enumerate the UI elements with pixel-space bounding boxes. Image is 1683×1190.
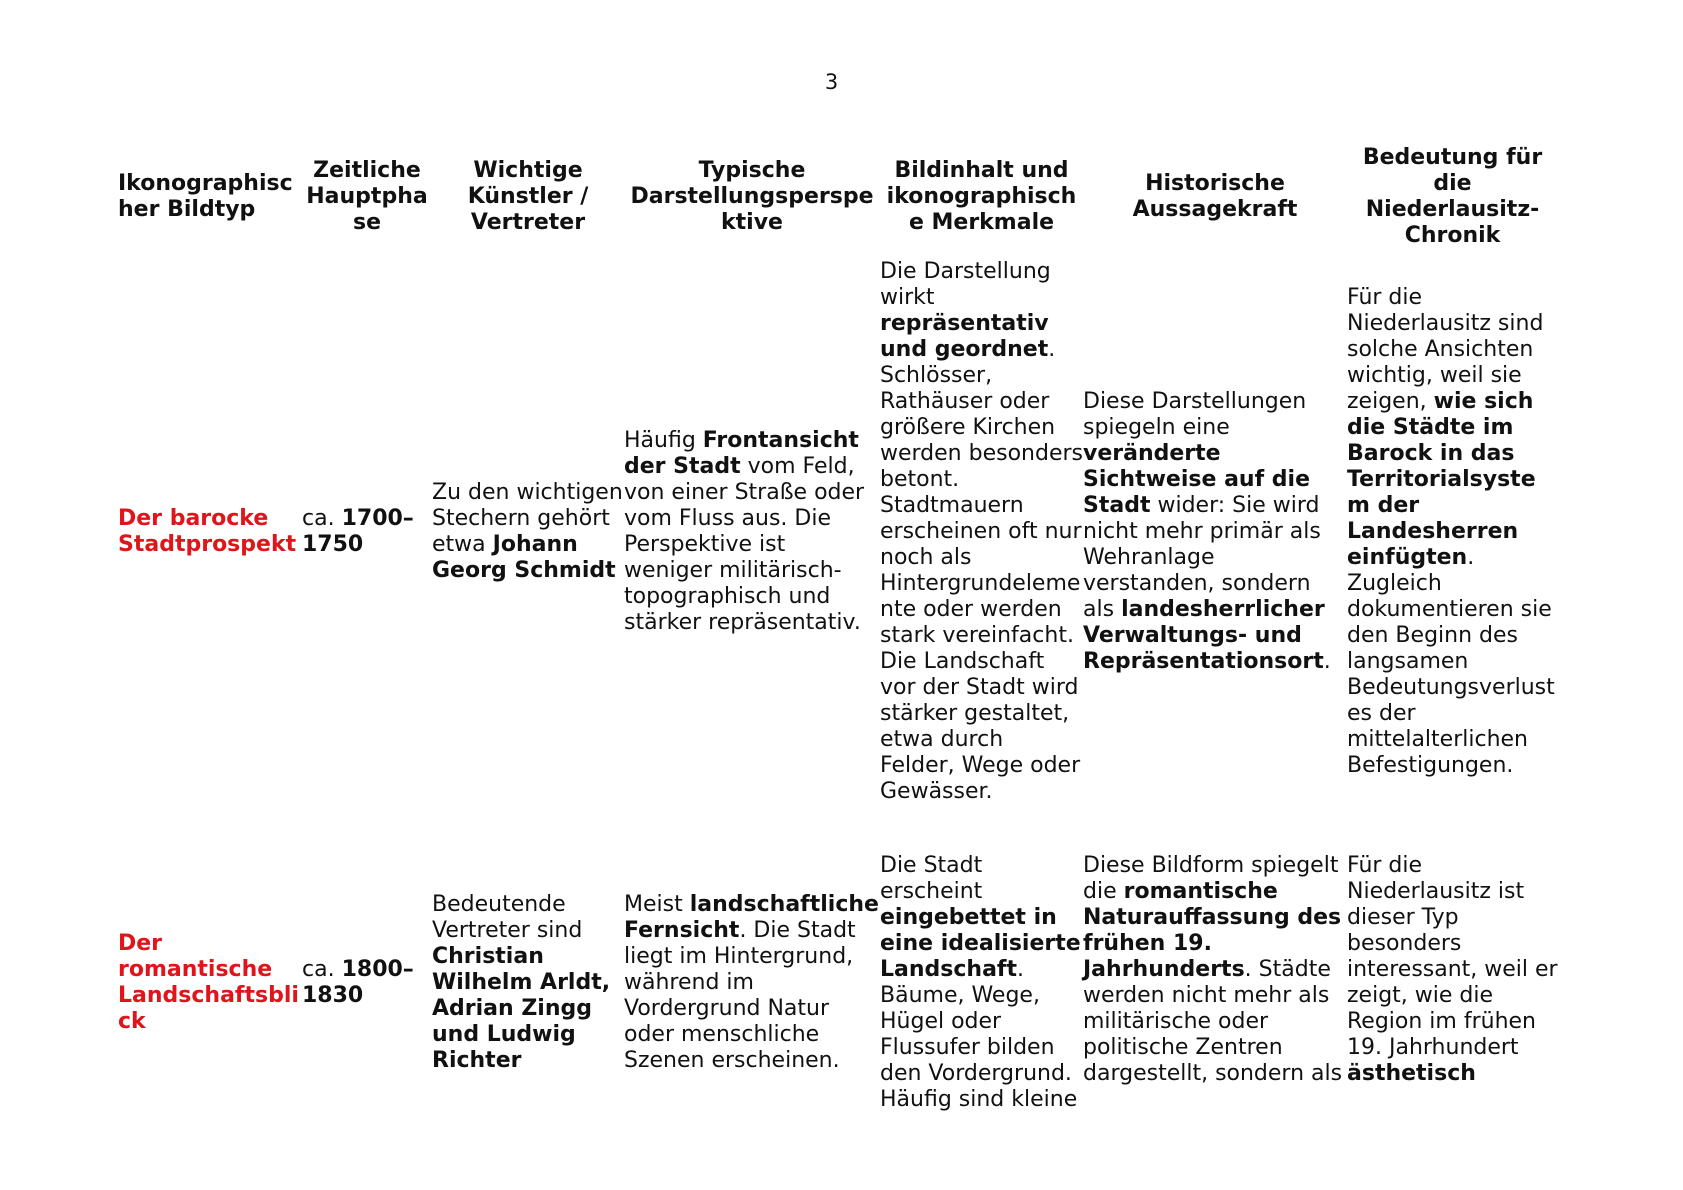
table-row (118, 259, 1558, 805)
period-cell: ca. 1800–1830 (302, 957, 414, 1008)
significance-cell: Für die Niederlausitz ist dieser Typ besonders interessant, weil er zeigt, wie die Region im frühen 19. Jahrhundert ästhetisch (1347, 853, 1558, 1086)
bildtyp-cell: Der barocke Stadtprospekt (118, 506, 297, 557)
content-cell: Die Darstellung wirkt repräsentativ und geordnet. Schlösser, Rathäuser oder größere Kirchen werden besonders betont. Stadtmauern erscheinen oft nur noch als Hintergrundelemente oder werden stark vereinfacht. Die Landschaft vor der Stadt wird stärker gestaltet, etwa durch Felder, Wege oder Gewässer. (880, 259, 1083, 804)
header-kuenstler: Wichtige Künstler / Vertreter (467, 158, 589, 235)
artists-cell: Bedeutende Vertreter sind Christian Wilhelm Arldt, Adrian Zingg und Ludwig Richter (432, 892, 611, 1073)
period-cell: ca. 1700–1750 (302, 506, 414, 557)
header-historische-aussagekraft: Historische Aussagekraft (1132, 171, 1298, 222)
header-zeitliche-hauptphase: Zeitliche Hauptphase (306, 158, 428, 235)
header-bedeutung-chronik: Bedeutung für die Niederlausitz-Chronik (1362, 145, 1543, 248)
perspective-cell: Meist landschaftliche Fernsicht. Die Stadt liegt im Hintergrund, während im Vordergrund Natur oder menschliche Szenen erscheinen. (624, 892, 879, 1073)
historical-cell: Diese Darstellungen spiegeln eine veränderte Sichtweise auf die Stadt wider: Sie wird nicht mehr primär als Wehranlage verstanden, sondern als landesherrlicher Verwaltungs- und Repräsentationsort. (1083, 389, 1331, 674)
header-darstellungsperspektive: Typische Darstellungsperspektive (630, 158, 874, 235)
bildtyp-cell: Der romantische Landschaftsblick (118, 931, 299, 1034)
iconography-table (118, 145, 1558, 1113)
significance-cell: Für die Niederlausitz sind solche Ansichten wichtig, weil sie zeigen, wie sich die Städte im Barock in das Territorialsystem der Landesherren einfügten. Zugleich dokumentieren sie den Beginn des langsamen Bedeutungsverlustes der mittelalterlichen Befestigungen. (1347, 285, 1555, 778)
header-bildinhalt: Bildinhalt und ikonographische Merkmale (886, 158, 1077, 235)
table-row (118, 805, 1558, 1113)
table-header-row (118, 145, 1558, 259)
artists-cell: Zu den wichtigen Stechern gehört etwa Johann Georg Schmidt (432, 480, 623, 583)
content-cell: Die Stadt erscheint eingebettet in eine idealisierte Landschaft. Bäume, Wege, Hügel oder Flussufer bilden den Vordergrund. Häufig sind kleine (880, 853, 1081, 1112)
header-bildtyp: Ikonographischer Bildtyp (118, 171, 293, 222)
historical-cell: Diese Bildform spiegelt die romantische Naturauffassung des frühen 19. Jahrhunderts. Städte werden nicht mehr als militärische oder politische Zentren dargestellt, sondern als (1083, 853, 1343, 1086)
perspective-cell: Häufig Frontansicht der Stadt vom Feld, von einer Straße oder vom Fluss aus. Die Perspektive ist weniger militärisch-topographisch und stärker repräsentativ. (624, 428, 865, 635)
page-number: 3 (824, 70, 839, 94)
